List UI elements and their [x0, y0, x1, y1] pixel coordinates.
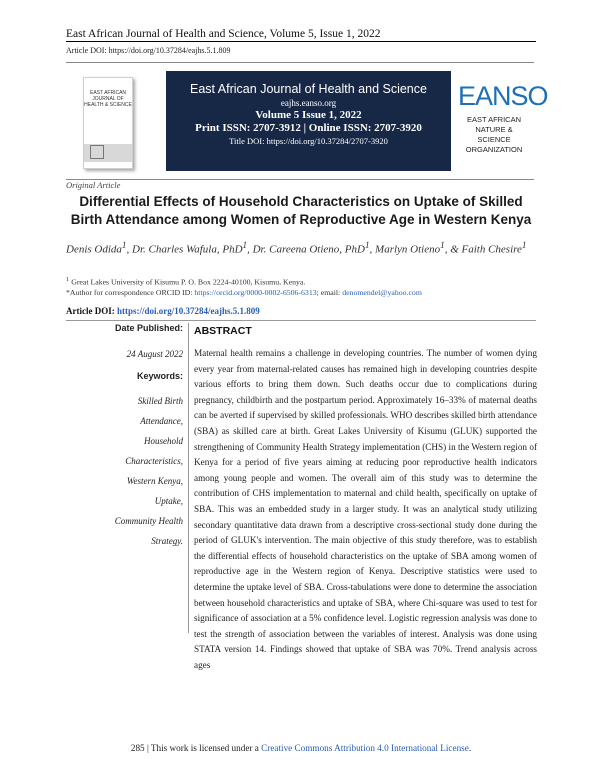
- author-name: Faith Chesire: [461, 243, 522, 256]
- keyword: Attendance,: [140, 416, 183, 426]
- side-column: [66, 323, 183, 551]
- journal-cover-image: [83, 77, 133, 169]
- abstract-heading: ABSTRACT: [194, 325, 252, 337]
- article-doi: Article DOI: https://doi.org/10.37284/eajhs.5.1.809: [66, 306, 260, 316]
- email-link[interactable]: denomendel@yahoo.com: [342, 287, 422, 297]
- keyword: Western Kenya,: [126, 476, 183, 486]
- keyword: Skilled Birth: [137, 396, 183, 406]
- abstract-body: Maternal health remains a challenge in developing countries. The number of women dying every year from maternal-related causes has remained high in developing countries despite various efforts to bring them down. Such deaths occur due to complications during pregnancy, childbirth and the postpartum period. Approximately 16–33% of maternal deaths can be averted if supervised by skilled professionals. WHO describes skilled birth attendance (SBA) as skilled care at birth. Great Lakes University of Kisumu (GLUK) supported the strengthening of Community Health Strategy implementation (CHS) in the Western region of Kenya for a period of five years aiming at reducing poor reproductive health indicators among young people and women. The overall aim of this study was to determine the contribution of CHS implementation to maternal and child health, specifically on uptake of SBA. This was an embedded study in a larger study. It was an analytical study utilizing secondary quantitative data drawn from a descriptive cross-sectional study done during the period of GLUK's intervention. The main objective of this study therefore, was to establish the differential effects of household characteristics on the uptake of SBA among women of reproductive age in the Western region of Kenya. Descriptive statistics were used to determine the uptake level of SBA. Cross-tabulations were done to determine the association between household characteristics and uptake of SBA, where Chi-square was used to test for significance of association at a 5% confidence level. Logistic regression analysis was done to test the strength of association between the variables of interest. Analysis was done using STATA version 14. Findings showed that uptake of SBA was 70%. Trend analysis across ages: [194, 348, 537, 670]
- column-divider: [188, 323, 189, 633]
- article-title: Differential Effects of Household Characteristics on Uptake of Skilled Birth Attendance among Women of Reproductive Age in Western Kenya: [70, 194, 532, 227]
- cover-footer: [84, 144, 132, 162]
- cover-title: EAST AFRICAN JOURNAL OF HEALTH & SCIENCE: [84, 90, 132, 108]
- keyword: Strategy.: [151, 536, 183, 546]
- article-type: Original Article: [66, 180, 121, 190]
- author-list: Denis Odida$^1$, Dr. Charles Wafula, PhD$^1$, Dr. Careena Otieno, PhD$^1$, Marlyn Otieno$^1$, & Faith Chesire$^1$: [66, 240, 527, 256]
- keyword: Uptake,: [154, 496, 183, 506]
- journal-site[interactable]: eajhs.eanso.org: [280, 98, 337, 108]
- page-footer: 285 | This work is licensed under a Creative Commons Attribution 4.0 International License.: [130, 743, 472, 753]
- keyword: Community Health: [114, 516, 183, 526]
- journal-title-doi[interactable]: Title DOI: https://doi.org/10.37284/2707-3920: [229, 136, 388, 146]
- author-name: Dr. Careena Otieno, PhD: [252, 243, 365, 256]
- running-doi: Article DOI: https://doi.org/10.37284/eajhs.5.1.809: [66, 46, 231, 55]
- eanso-logo: [458, 79, 548, 111]
- org-name: EAST AFRICAN NATURE & SCIENCE ORGANIZATION: [465, 115, 523, 154]
- journal-info-box: [166, 71, 451, 171]
- keywords-label: Keywords:: [136, 371, 183, 381]
- page-number: 285: [130, 743, 145, 753]
- running-header: East African Journal of Health and Science, Volume 5, Issue 1, 2022: [66, 28, 536, 42]
- author-name: Dr. Charles Wafula, PhD: [132, 243, 243, 256]
- eanso-logo-icon: [458, 79, 548, 111]
- orcid-link[interactable]: https://orcid.org/0000-0002-6506-6313: [194, 287, 317, 297]
- author-name: Denis Odida: [66, 243, 122, 256]
- date-label: Date Published:: [114, 323, 183, 333]
- divider: [66, 320, 536, 321]
- affiliations: $^1$ Great Lakes University of Kisumu P. O. Box 2224-40100, Kisumu, Kenya. *Author for correspondence ORCID ID: https://orcid.org/0000-0002-6506-6313; email: denomendel@yahoo.com: [66, 276, 422, 297]
- keyword: Characteristics,: [125, 456, 183, 466]
- journal-volume: Volume 5 Issue 1, 2022: [255, 109, 362, 121]
- article-doi-link[interactable]: https://doi.org/10.37284/eajhs.5.1.809: [116, 306, 260, 316]
- affiliation-text: Great Lakes University of Kisumu P. O. Box 2224-40100, Kisumu, Kenya.: [71, 277, 306, 287]
- corr-label: *Author for correspondence ORCID ID:: [66, 287, 195, 297]
- svg-text:EANSO: EANSO: [458, 81, 548, 111]
- date-published: 24 August 2022: [126, 349, 183, 359]
- journal-title: East African Journal of Health and Science: [190, 82, 427, 96]
- keywords-list: [66, 391, 183, 551]
- author-name: Marlyn Otieno: [375, 243, 441, 256]
- journal-issn: Print ISSN: 2707-3912 | Online ISSN: 2707-3920: [195, 122, 422, 134]
- journal-banner: [66, 62, 548, 180]
- cover-logo: [90, 145, 104, 159]
- license-link[interactable]: Creative Commons Attribution 4.0 International License: [261, 743, 469, 753]
- keyword: Household: [144, 436, 183, 446]
